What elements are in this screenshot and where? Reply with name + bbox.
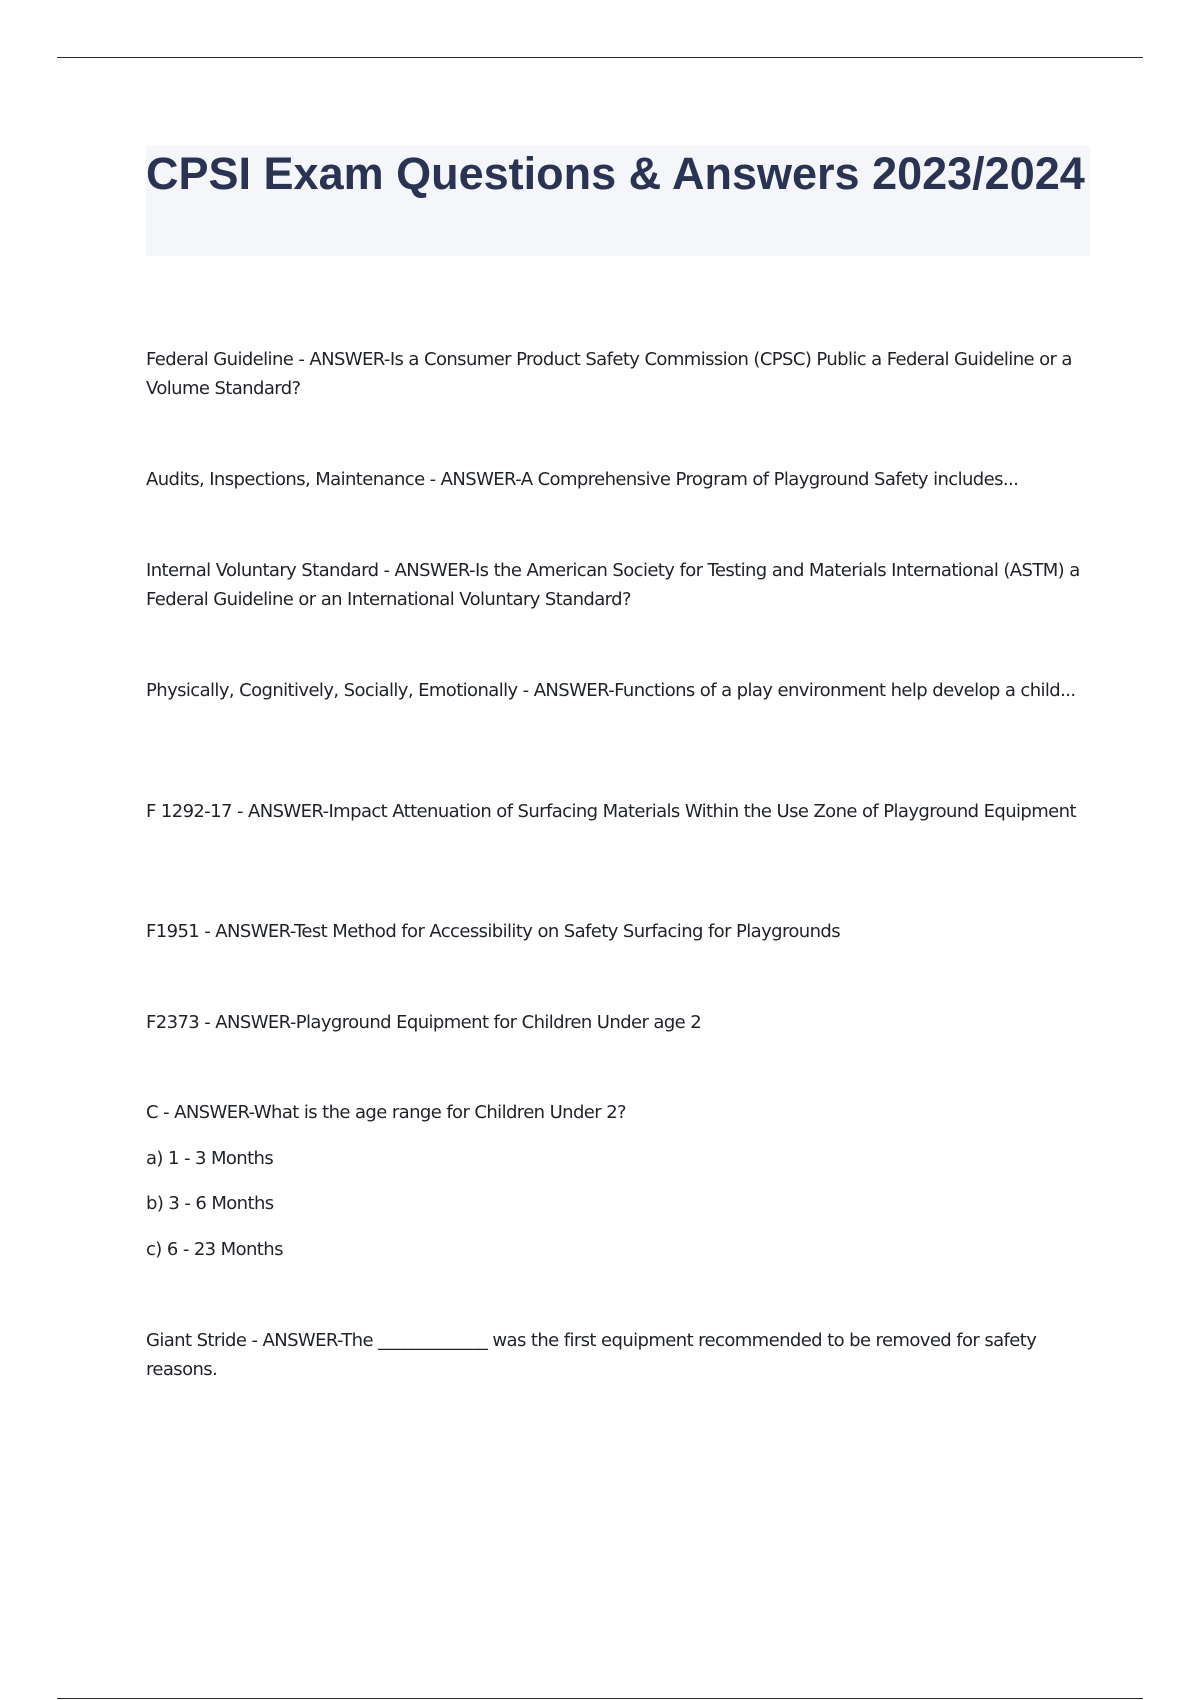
qa-item [146, 556, 1090, 614]
qa-text: Physically, Cognitively, Socially, Emotionally - ANSWER-Functions of a play environment help develop a child... [146, 680, 1076, 701]
qa-item [146, 797, 1090, 826]
qa-text: C - ANSWER-What is the age range for Children Under 2? [146, 1102, 627, 1123]
qa-item [146, 465, 1090, 494]
qa-text: F2373 - ANSWER-Playground Equipment for Children Under age 2 [146, 1012, 702, 1033]
qa-text: Internal Voluntary Standard - ANSWER-Is the American Society for Testing and Materials International (ASTM) a Federal Guideline or an International Voluntary Standard? [146, 560, 1080, 610]
qa-text: F 1292-17 - ANSWER-Impact Attenuation of Surfacing Materials Within the Use Zone of Playground Equipment [146, 801, 1076, 822]
qa-item [146, 676, 1090, 705]
answer-option: b) 3 - 6 Months [146, 1193, 274, 1214]
qa-text: Giant Stride - ANSWER-The _____________ was the first equipment recommended to be removed for safety reasons. [146, 1330, 1037, 1380]
title-banner [146, 146, 1090, 256]
qa-text: F1951 - ANSWER-Test Method for Accessibility on Safety Surfacing for Playgrounds [146, 921, 841, 942]
answer-option: a) 1 - 3 Months [146, 1148, 274, 1169]
qa-item [146, 1098, 1090, 1127]
header-rule [57, 57, 1143, 58]
qa-item [146, 1008, 1090, 1037]
qa-item [146, 1326, 1090, 1384]
qa-text: Audits, Inspections, Maintenance - ANSWER-A Comprehensive Program of Playground Safety includes... [146, 469, 1019, 490]
qa-item [146, 917, 1090, 946]
qa-item [146, 345, 1090, 403]
qa-text: Federal Guideline - ANSWER-Is a Consumer Product Safety Commission (CPSC) Public a Federal Guideline or a Volume Standard? [146, 349, 1072, 399]
answer-option: c) 6 - 23 Months [146, 1239, 283, 1260]
footer-rule [57, 1698, 1143, 1699]
document-title: CPSI Exam Questions & Answers 2023/2024 [146, 148, 1085, 199]
